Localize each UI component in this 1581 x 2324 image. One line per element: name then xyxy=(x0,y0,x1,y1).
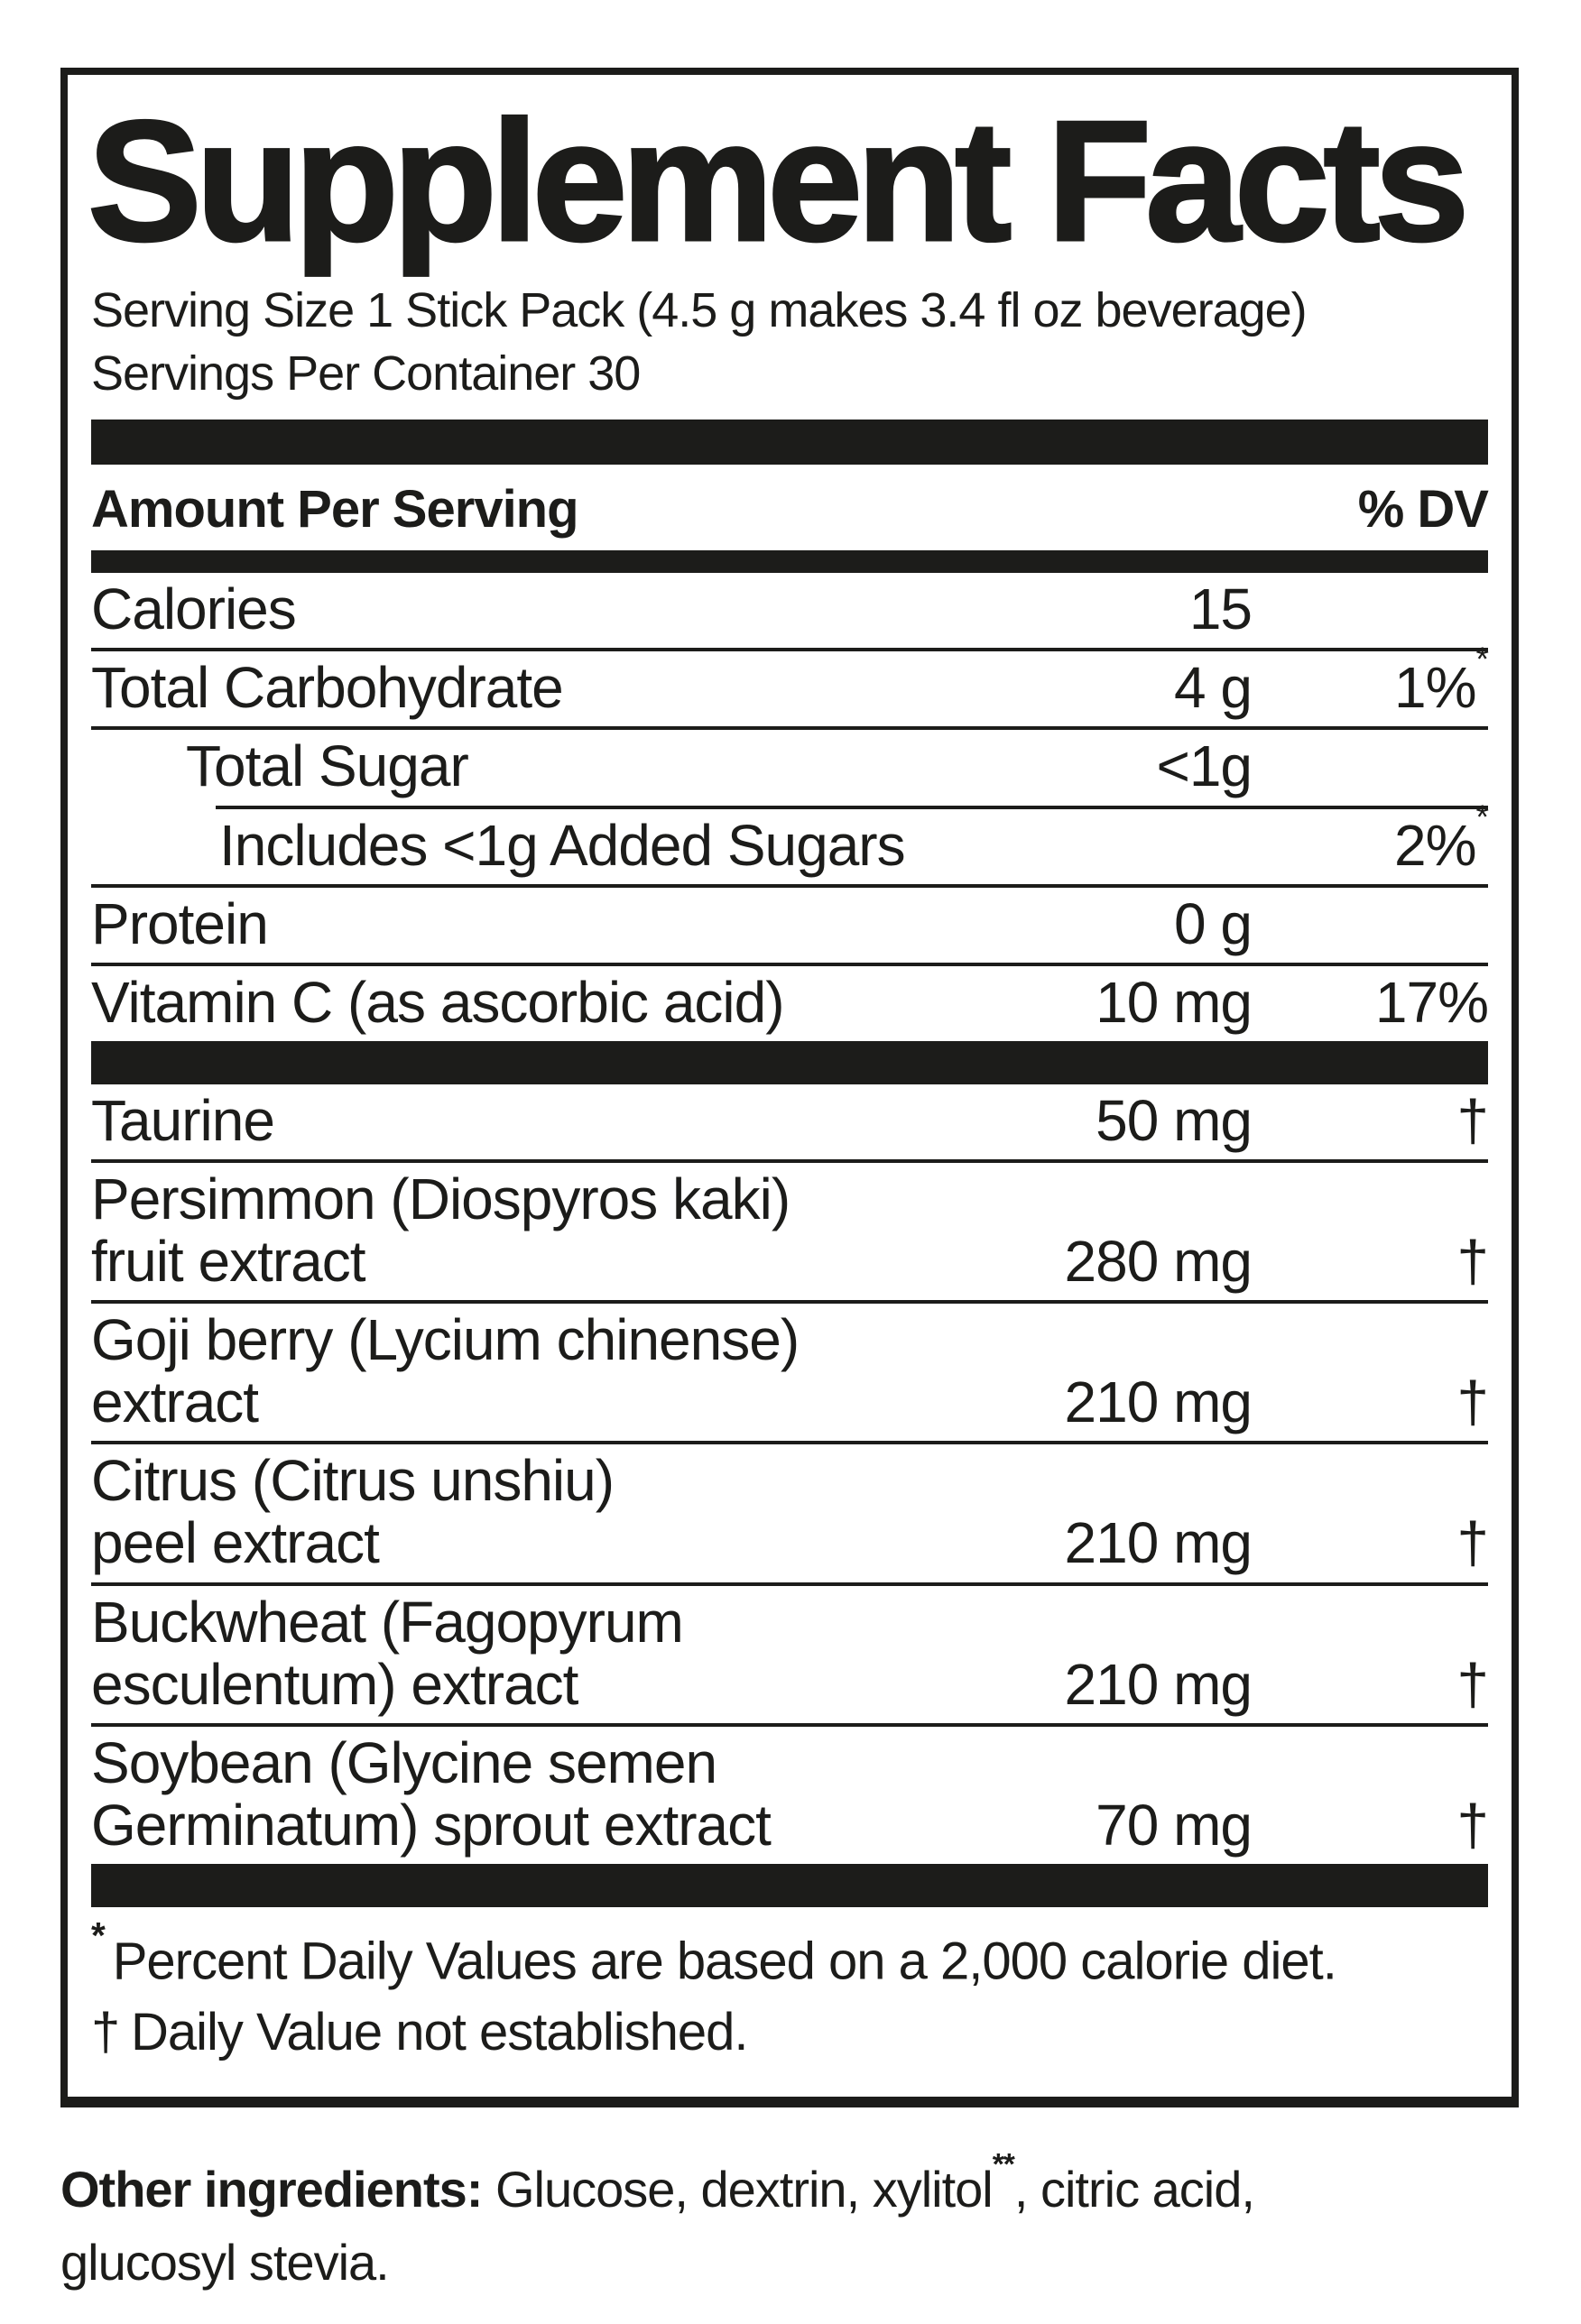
dv-asterisk: * xyxy=(1475,797,1488,835)
nutrient-name xyxy=(91,1729,1026,1858)
nutrient-dagger xyxy=(1252,1231,1488,1293)
serving-size-line: Serving Size 1 Stick Pack (4.5 g makes 3.4 fl oz beverage) xyxy=(91,282,1307,337)
table-row-soybean xyxy=(91,1727,1488,1864)
dv-value: † xyxy=(1456,1229,1488,1295)
nutrient-line1: Total Sugar xyxy=(186,733,468,799)
other-ingredients-line2: glucosyl stevia. xyxy=(60,2234,389,2292)
nutrient-name xyxy=(91,1591,1026,1716)
table-row-protein xyxy=(91,888,1488,963)
other-ingredients-label: Other ingredients: xyxy=(60,2160,483,2218)
nutrient-dagger xyxy=(1252,1371,1488,1434)
nutrient-name xyxy=(91,969,1026,1035)
nutrient-name xyxy=(91,1087,1026,1153)
nutrient-line1: Citrus (Citrus unshiu) xyxy=(91,1448,615,1514)
percent-dv-label: % DV xyxy=(1357,480,1488,540)
nutrient-amount: <1g xyxy=(1156,733,1252,799)
footnote-daily-values-text: Percent Daily Values are based on a 2,000 calorie diet. xyxy=(112,1932,1336,1991)
table-row-buckwheat xyxy=(91,1586,1488,1723)
dv-value: † xyxy=(1456,1510,1488,1576)
dv-value: 2% xyxy=(1394,812,1476,878)
dagger-marker: † xyxy=(91,2002,120,2061)
nutrient-line2: extract xyxy=(91,1370,259,1435)
nutrient-line2: Germinatum) sprout extract xyxy=(91,1792,771,1858)
table-row-calories xyxy=(91,573,1488,648)
nutrient-name xyxy=(91,812,1026,878)
nutrient-name xyxy=(91,735,1026,798)
table-row-added-sugars xyxy=(91,797,1488,884)
divider-bar-middle xyxy=(91,1041,1488,1084)
table-row-vitamin-c xyxy=(91,966,1488,1041)
dv-value: 1% xyxy=(1394,655,1476,721)
servings-per-container-line: Servings Per Container 30 xyxy=(91,346,641,401)
table-header-row xyxy=(91,465,1488,550)
table-row-total-carbohydrate xyxy=(91,640,1488,726)
footnotes xyxy=(91,1907,1488,2073)
dv-asterisk: * xyxy=(1475,640,1488,678)
nutrient-line1: Buckwheat (Fagopyrum xyxy=(91,1589,683,1655)
nutrient-name xyxy=(91,890,1026,956)
nutrient-line2: esculentum) extract xyxy=(91,1651,578,1717)
dv-value: † xyxy=(1456,1792,1488,1858)
nutrient-line1: Protein xyxy=(91,890,268,956)
table-row-persimmon xyxy=(91,1163,1488,1300)
nutrient-amount: 15 xyxy=(1188,576,1252,642)
nutrient-dagger xyxy=(1252,1512,1488,1574)
nutrient-line1: Total Carbohydrate xyxy=(91,655,563,721)
nutrient-name xyxy=(91,578,1026,641)
footnote-dagger-text: Daily Value not established. xyxy=(131,2002,748,2061)
other-ingredients-part2: , citric acid, xyxy=(1013,2160,1254,2218)
other-ingredients xyxy=(60,2147,1545,2299)
nutrient-line1: Persimmon (Diospyros kaki) xyxy=(91,1166,790,1231)
dv-value: † xyxy=(1456,1651,1488,1717)
nutrient-dv xyxy=(1252,969,1488,1035)
nutrient-amount: 210 mg xyxy=(1064,1370,1252,1435)
nutrient-amount: 10 mg xyxy=(1096,969,1252,1035)
other-ingredients-part1: Glucose, dextrin, xylitol xyxy=(495,2160,993,2218)
supplement-facts-box xyxy=(60,68,1519,2107)
page-title: Supplement Facts xyxy=(88,86,1464,277)
divider-bar-top xyxy=(91,420,1488,465)
footnote-daily-values xyxy=(91,1914,1488,1997)
divider-bar-header xyxy=(91,550,1488,573)
nutrient-dagger xyxy=(1252,1087,1488,1153)
nutrient-amount: 0 g xyxy=(1174,890,1252,956)
table-row-total-sugar xyxy=(91,730,1488,805)
nutrient-dagger xyxy=(1252,1651,1488,1717)
nutrient-amount: 210 mg xyxy=(1064,1510,1252,1576)
dv-value: † xyxy=(1456,1370,1488,1435)
footnote-daily-value-not-established xyxy=(91,1997,1488,2068)
nutrient-line1: Taurine xyxy=(91,1087,274,1153)
amount-per-serving-label: Amount Per Serving xyxy=(91,480,578,540)
facts-box-inner xyxy=(68,75,1512,2097)
table-row-goji-berry xyxy=(91,1304,1488,1441)
nutrient-line2: fruit extract xyxy=(91,1229,365,1295)
nutrient-name xyxy=(91,1168,1026,1293)
asterisk-marker: * xyxy=(91,1914,105,1956)
nutrient-line2: peel extract xyxy=(91,1510,379,1576)
nutrient-amount: 4 g xyxy=(1174,655,1252,721)
nutrient-dv xyxy=(1252,640,1488,721)
supplement-label-page xyxy=(0,68,1581,2324)
divider-bar-bottom xyxy=(91,1864,1488,1907)
nutrient-name xyxy=(91,1450,1026,1574)
nutrient-line1: Vitamin C (as ascorbic acid) xyxy=(91,969,784,1035)
nutrient-line1: Calories xyxy=(91,576,296,642)
nutrient-amount: 50 mg xyxy=(1096,1087,1252,1153)
nutrient-amount: 210 mg xyxy=(1064,1651,1252,1717)
double-asterisk-marker: ** xyxy=(992,2147,1014,2181)
table-row-citrus xyxy=(91,1444,1488,1582)
table-row-taurine xyxy=(91,1084,1488,1159)
nutrient-line1: Soybean (Glycine semen xyxy=(91,1729,717,1795)
nutrient-amount: 70 mg xyxy=(1096,1792,1252,1858)
nutrient-line1: Goji berry (Lycium chinense) xyxy=(91,1307,800,1373)
nutrient-dagger xyxy=(1252,1794,1488,1857)
nutrient-name xyxy=(91,1309,1026,1434)
nutrient-name xyxy=(91,657,1026,719)
dv-value: † xyxy=(1456,1087,1488,1153)
dv-value: 17% xyxy=(1374,969,1488,1035)
nutrient-amount: 280 mg xyxy=(1064,1229,1252,1295)
nutrient-dv xyxy=(1252,797,1488,878)
nutrient-line1: Includes <1g Added Sugars xyxy=(219,812,905,878)
